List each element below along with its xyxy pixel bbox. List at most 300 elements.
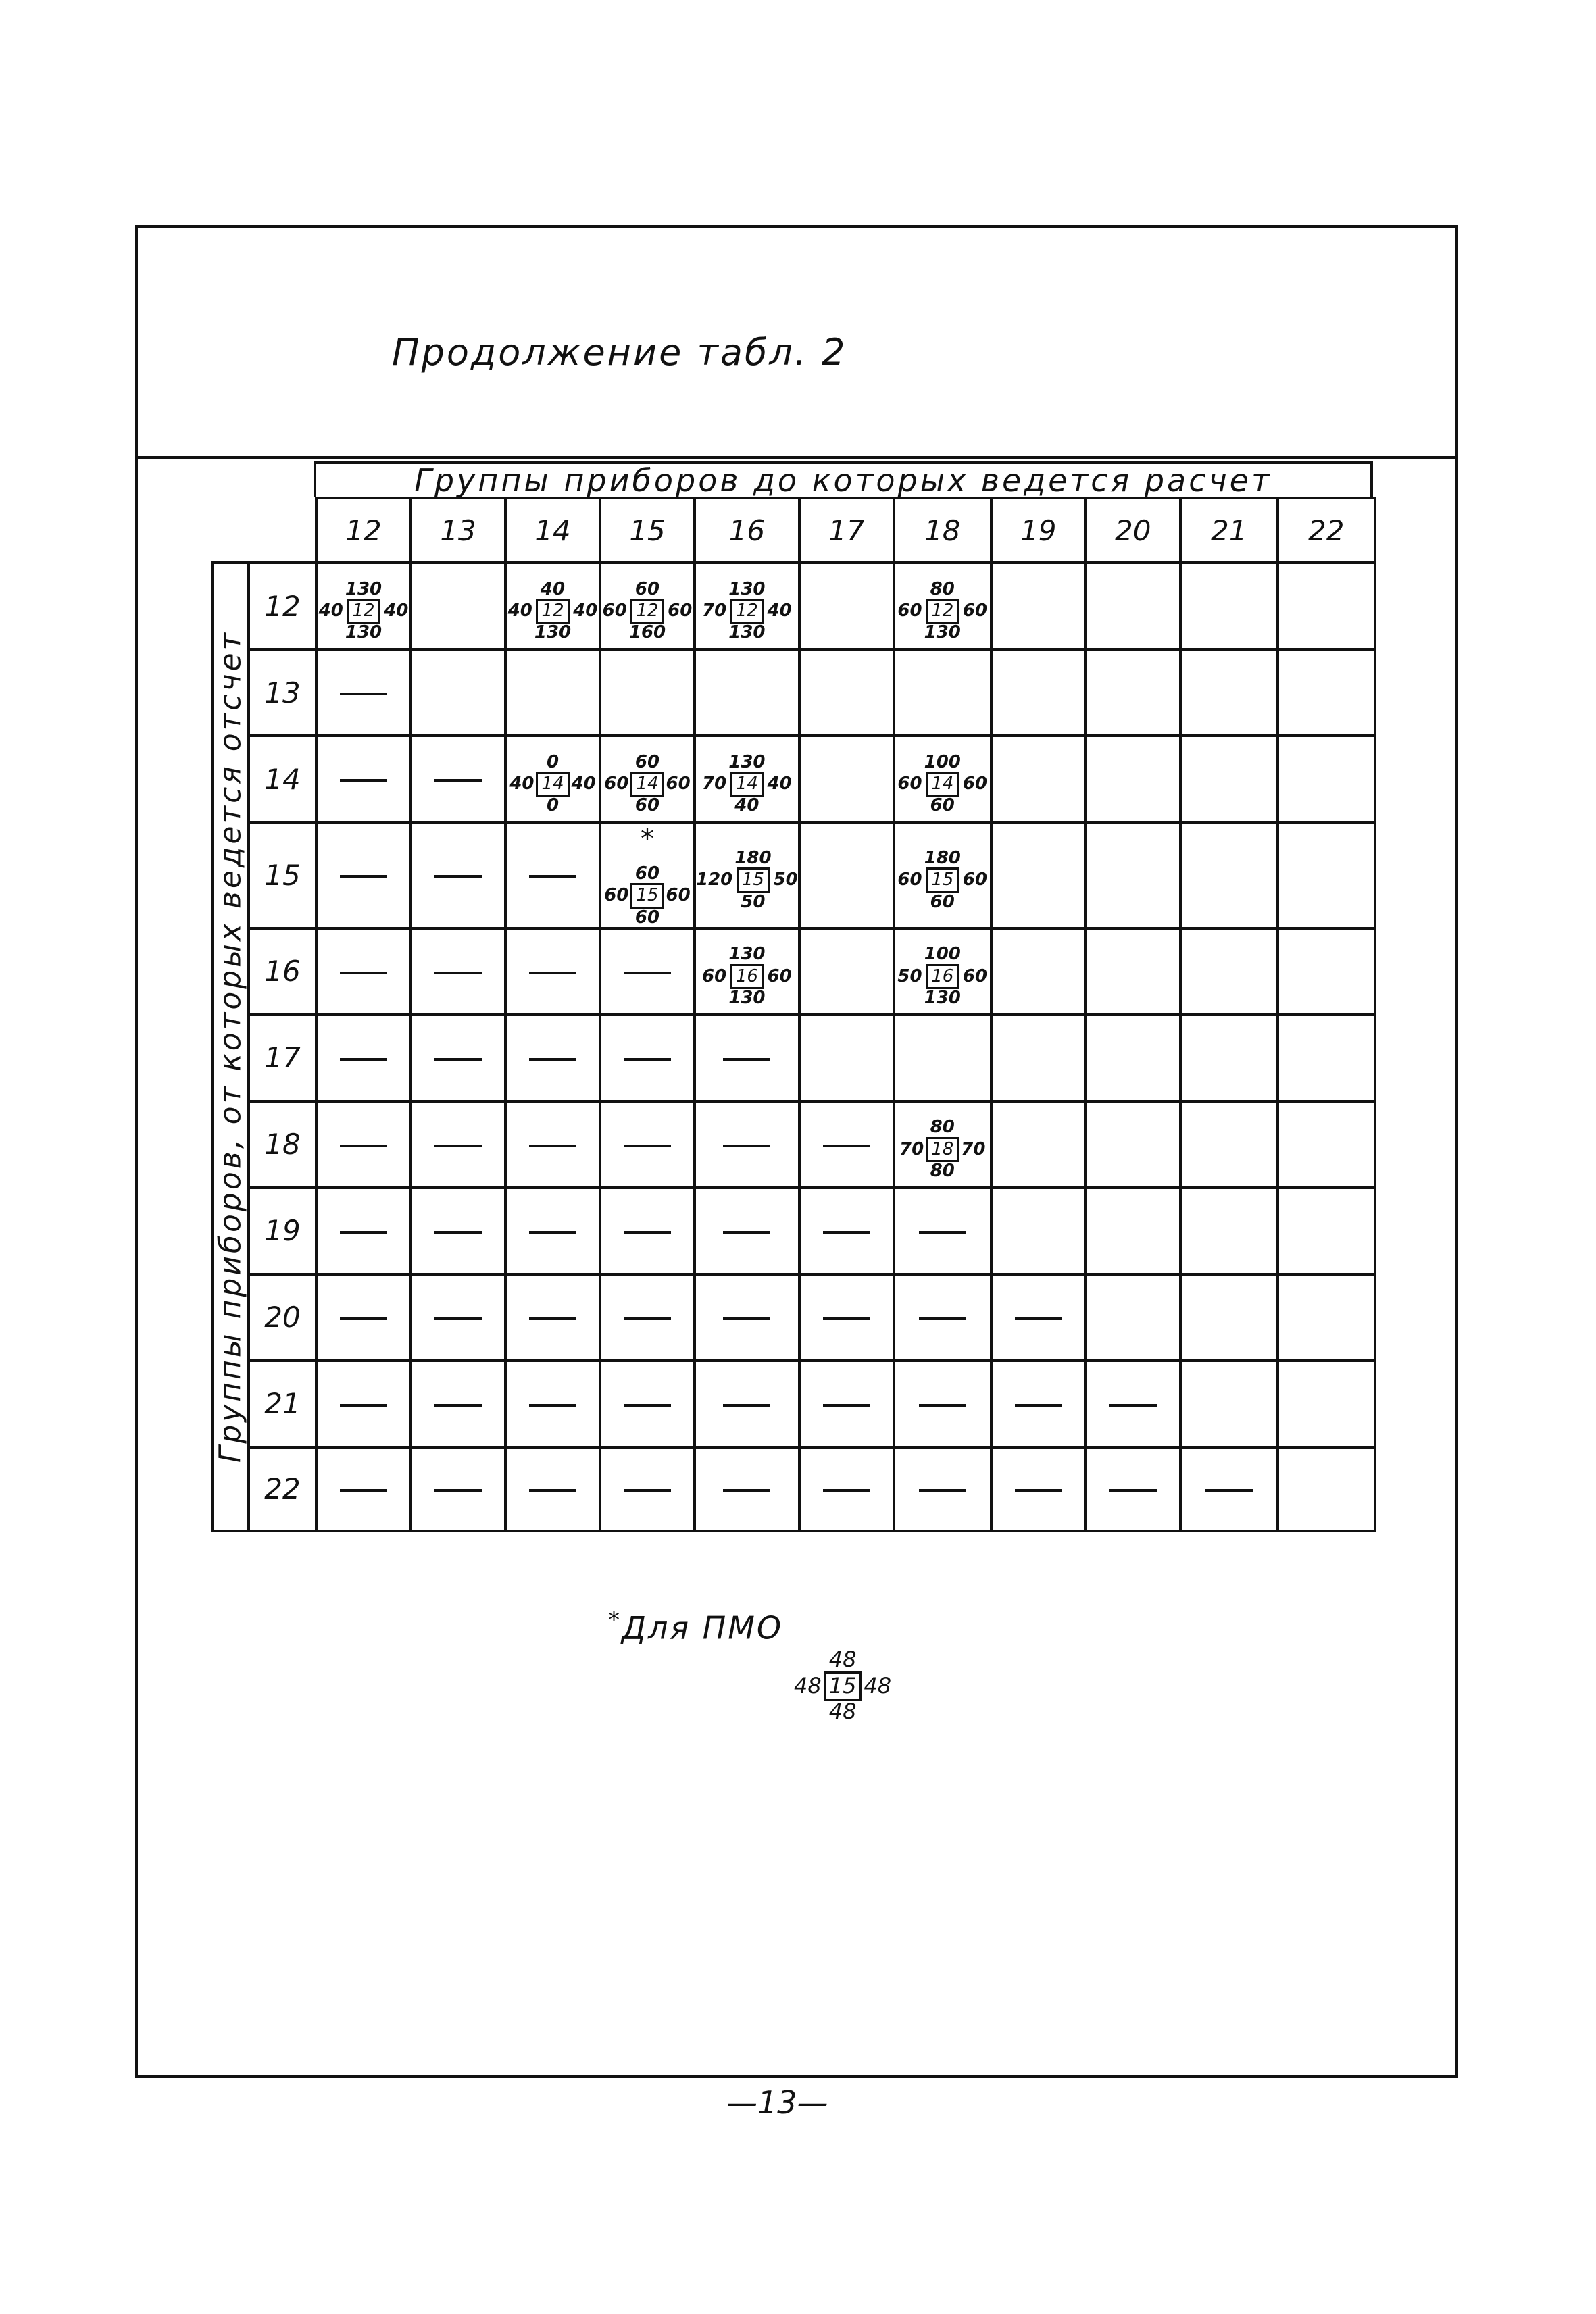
cell-value — [702, 753, 792, 815]
cell-bottom-value: 130 — [534, 622, 572, 643]
column-header: 16 — [695, 498, 799, 563]
header-divider — [135, 456, 1458, 459]
table-cell — [1180, 736, 1278, 822]
table-cell — [600, 736, 695, 822]
cell-group-number: 14 — [926, 772, 959, 797]
cell-left-value: 60 — [604, 773, 629, 794]
table-cell — [411, 822, 505, 928]
cell-group-number: 16 — [730, 964, 764, 989]
cell-value — [897, 849, 987, 911]
table-cell — [316, 563, 411, 649]
cell-right-value: 60 — [962, 773, 988, 794]
table-cell — [894, 1274, 991, 1361]
table-row — [212, 1188, 1375, 1274]
table-cell — [799, 1188, 894, 1274]
cell-value — [897, 580, 987, 643]
table-cell — [1086, 928, 1180, 1015]
dash-mark — [434, 875, 482, 878]
cell-bottom-value: 130 — [728, 988, 766, 1009]
cell-right-value: 50 — [773, 870, 798, 890]
table-cell — [799, 1361, 894, 1447]
dash-mark — [434, 1145, 482, 1147]
cell-value — [319, 580, 409, 643]
cell-bottom-value: 80 — [930, 1161, 955, 1182]
table-cell — [1278, 1361, 1375, 1447]
cell-value — [508, 580, 598, 643]
cell-left-value: 120 — [696, 870, 733, 890]
cell-value — [702, 580, 792, 643]
table-cell — [505, 1361, 600, 1447]
cell-top-value: 80 — [930, 1117, 955, 1138]
cell-group-number: 14 — [730, 772, 764, 797]
row-header: 19 — [249, 1188, 316, 1274]
page-heading: Продолжение табл. 2 — [392, 331, 847, 374]
table-cell — [505, 649, 600, 736]
table-cell — [991, 928, 1086, 1015]
dash-mark — [1015, 1489, 1062, 1492]
table-cell — [799, 1274, 894, 1361]
cell-group-number: 14 — [630, 772, 664, 797]
dash-mark — [340, 1145, 387, 1147]
table-row — [212, 736, 1375, 822]
dash-mark — [529, 1231, 576, 1234]
cell-group-number: 12 — [630, 599, 664, 624]
table-row — [212, 1101, 1375, 1188]
table-cell — [316, 1361, 411, 1447]
dash-mark — [823, 1317, 870, 1320]
table-cell — [695, 1015, 799, 1101]
table-cell — [695, 822, 799, 928]
cell-top-value: 60 — [634, 578, 660, 599]
cell-right-value: 60 — [767, 965, 792, 986]
table-cell — [991, 1015, 1086, 1101]
dash-mark — [340, 1489, 387, 1492]
dash-mark — [434, 1404, 482, 1407]
table-cell — [1180, 1361, 1278, 1447]
cell-value — [604, 865, 690, 927]
table-cell — [1180, 822, 1278, 928]
table-cell — [505, 928, 600, 1015]
table-cell — [695, 649, 799, 736]
footnote-cell — [794, 1646, 892, 1725]
table-cell — [505, 1015, 600, 1101]
table-cell — [505, 1447, 600, 1531]
column-caption: Группы приборов до которых ведется расчет — [314, 461, 1373, 497]
dash-mark — [823, 1145, 870, 1147]
dash-mark — [624, 972, 671, 974]
distance-table — [211, 497, 1376, 1532]
dash-mark — [434, 1489, 482, 1492]
cell-right-value: 40 — [571, 773, 596, 794]
dash-mark — [529, 1317, 576, 1320]
corner-blank — [212, 498, 316, 563]
table-cell — [695, 1188, 799, 1274]
dash-mark — [1015, 1317, 1062, 1320]
table-cell — [894, 822, 991, 928]
dash-mark — [340, 693, 387, 695]
table-cell — [411, 1188, 505, 1274]
table-cell — [1086, 1015, 1180, 1101]
table-cell — [316, 928, 411, 1015]
cell-bottom-value: 130 — [924, 988, 961, 1009]
dash-mark — [434, 1058, 482, 1061]
dash-mark — [1109, 1404, 1157, 1407]
table-cell — [799, 1015, 894, 1101]
table-row — [212, 928, 1375, 1015]
table-cell — [799, 563, 894, 649]
dash-mark — [823, 1231, 870, 1234]
cell-top-value: 60 — [634, 863, 660, 884]
dash-mark — [340, 1404, 387, 1407]
dash-mark — [624, 1317, 671, 1320]
dash-mark — [823, 1489, 870, 1492]
dash-mark — [723, 1317, 770, 1320]
table-cell — [411, 736, 505, 822]
dash-mark — [529, 1058, 576, 1061]
table-cell — [1086, 736, 1180, 822]
table-cell — [600, 1101, 695, 1188]
cell-left-value: 70 — [702, 773, 727, 794]
dash-mark — [624, 1489, 671, 1492]
dash-mark — [624, 1058, 671, 1061]
table-row — [212, 649, 1375, 736]
cell-bottom-value: 130 — [728, 622, 766, 643]
cell-bottom-value: 60 — [634, 907, 660, 928]
cell-bottom-value: 60 — [634, 795, 660, 816]
dash-mark — [919, 1489, 966, 1492]
page-number: —13— — [726, 2084, 828, 2121]
table-cell — [799, 928, 894, 1015]
table-cell — [1278, 649, 1375, 736]
footnote-mark: * — [608, 1607, 622, 1634]
cell-right-value: 60 — [668, 600, 693, 621]
cell-left-value: 70 — [702, 600, 727, 621]
table-cell — [695, 1101, 799, 1188]
table-cell — [1086, 1361, 1180, 1447]
dash-mark — [723, 1489, 770, 1492]
row-caption-cell — [212, 563, 249, 1531]
table-row — [212, 1447, 1375, 1531]
row-caption: Группы приборов, от которых ведется отсчет — [213, 630, 248, 1463]
cell-top-value: 180 — [734, 848, 772, 868]
table-cell — [1278, 1274, 1375, 1361]
cell-left-value: 40 — [509, 773, 534, 794]
dash-mark — [624, 1231, 671, 1234]
table-cell — [695, 736, 799, 822]
cell-top-value: 180 — [924, 848, 961, 868]
table-cell — [695, 1447, 799, 1531]
table-cell — [316, 1015, 411, 1101]
cell-left-value: 70 — [899, 1138, 924, 1159]
cell-left-value: 60 — [897, 870, 922, 890]
dash-mark — [1015, 1404, 1062, 1407]
cell-top-value: 130 — [728, 751, 766, 772]
table-cell — [600, 1361, 695, 1447]
table-cell — [1086, 822, 1180, 928]
table-cell — [1086, 563, 1180, 649]
cell-value — [897, 753, 987, 815]
table-cell — [1278, 1101, 1375, 1188]
table-cell — [600, 649, 695, 736]
cell-group-number: 12 — [730, 599, 764, 624]
table-cell — [316, 736, 411, 822]
table-cell — [1278, 563, 1375, 649]
row-header: 18 — [249, 1101, 316, 1188]
row-header: 20 — [249, 1274, 316, 1361]
cell-right-value: 60 — [666, 773, 691, 794]
column-header: 22 — [1278, 498, 1375, 563]
footnote-cell-value — [794, 1646, 892, 1725]
table-cell — [600, 1015, 695, 1101]
table-cell — [600, 1274, 695, 1361]
table-cell — [505, 563, 600, 649]
table-cell — [991, 736, 1086, 822]
cell-right-value: 40 — [767, 600, 792, 621]
dash-mark — [340, 779, 387, 782]
dash-mark — [529, 1489, 576, 1492]
table-cell — [411, 1361, 505, 1447]
table-cell — [1086, 1447, 1180, 1531]
dash-mark — [434, 779, 482, 782]
table-cell — [505, 1101, 600, 1188]
cell-right-value: 60 — [666, 885, 691, 906]
cell-top-value: 100 — [924, 751, 961, 772]
cell-top-value: 40 — [540, 578, 566, 599]
dash-mark — [624, 1145, 671, 1147]
row-header: 12 — [249, 563, 316, 649]
table-cell — [894, 649, 991, 736]
dash-mark — [919, 1231, 966, 1234]
table-cell — [1086, 649, 1180, 736]
table-cell — [600, 563, 695, 649]
cell-left-value: 60 — [604, 885, 629, 906]
cell-bottom-value: 60 — [930, 795, 955, 816]
footnote-top-value: 48 — [828, 1646, 857, 1672]
table-cell — [411, 1101, 505, 1188]
table-cell — [316, 1188, 411, 1274]
cell-left-value: 60 — [897, 600, 922, 621]
table-cell — [991, 649, 1086, 736]
table-row — [212, 822, 1375, 928]
cell-bottom-value: 160 — [628, 622, 666, 643]
column-header: 15 — [600, 498, 695, 563]
dash-mark — [340, 1058, 387, 1061]
table-cell — [1278, 1015, 1375, 1101]
table-cell — [1278, 822, 1375, 928]
table-cell — [411, 1274, 505, 1361]
dash-mark — [529, 1404, 576, 1407]
table-cell — [894, 928, 991, 1015]
cell-value — [509, 753, 595, 815]
footnote-group-number: 15 — [824, 1671, 862, 1701]
table-cell — [799, 1101, 894, 1188]
dash-mark — [434, 1317, 482, 1320]
table-cell — [505, 1188, 600, 1274]
table-cell — [894, 1015, 991, 1101]
footnote-bottom-value: 48 — [828, 1699, 857, 1725]
cell-group-number: 16 — [926, 964, 959, 989]
table-cell — [505, 1274, 600, 1361]
table-cell — [695, 928, 799, 1015]
table-cell — [1086, 1101, 1180, 1188]
table-cell — [1278, 1447, 1375, 1531]
cell-top-value: 130 — [345, 578, 382, 599]
column-header: 21 — [1180, 498, 1278, 563]
table-cell — [505, 822, 600, 928]
table-cell — [894, 736, 991, 822]
table-cell — [1086, 1188, 1180, 1274]
dash-mark — [340, 972, 387, 974]
footnote-text: Для ПМО — [622, 1609, 784, 1646]
cell-value — [696, 849, 798, 911]
table-cell — [695, 1274, 799, 1361]
footnote — [608, 1607, 783, 1646]
table-cell — [799, 736, 894, 822]
cell-bottom-value: 50 — [741, 891, 766, 912]
column-header: 17 — [799, 498, 894, 563]
cell-value — [899, 1118, 985, 1180]
column-header: 18 — [894, 498, 991, 563]
table-cell — [991, 1188, 1086, 1274]
cell-value — [604, 753, 690, 815]
table-cell — [991, 1361, 1086, 1447]
column-header: 14 — [505, 498, 600, 563]
footnote-right-value: 48 — [864, 1672, 892, 1699]
dash-mark — [340, 1317, 387, 1320]
cell-top-value: 60 — [634, 751, 660, 772]
dash-mark — [340, 875, 387, 878]
table-cell — [695, 563, 799, 649]
cell-top-value: 130 — [728, 578, 766, 599]
footnote-left-value: 48 — [794, 1672, 822, 1699]
table-cell — [411, 1015, 505, 1101]
table-cell — [1180, 1274, 1278, 1361]
table-cell — [799, 649, 894, 736]
cell-top-value: 80 — [930, 578, 955, 599]
cell-right-value: 40 — [767, 773, 792, 794]
cell-right-value: 40 — [573, 600, 598, 621]
cell-footnote-mark: * — [641, 824, 654, 855]
table-cell — [695, 1361, 799, 1447]
table-cell — [505, 736, 600, 822]
table-cell — [600, 1188, 695, 1274]
column-header: 12 — [316, 498, 411, 563]
table-cell — [1180, 1188, 1278, 1274]
cell-bottom-value: 60 — [930, 891, 955, 912]
cell-left-value: 60 — [897, 773, 922, 794]
table-cell — [991, 1101, 1086, 1188]
table-cell — [1278, 928, 1375, 1015]
cell-bottom-value: 130 — [345, 622, 382, 643]
table-row — [212, 1274, 1375, 1361]
table-cell — [1180, 649, 1278, 736]
cell-group-number: 12 — [926, 599, 959, 624]
table-cell — [316, 1447, 411, 1531]
dash-mark — [624, 1404, 671, 1407]
dash-mark — [919, 1317, 966, 1320]
cell-group-number: 18 — [926, 1137, 959, 1162]
dash-mark — [723, 1145, 770, 1147]
table-cell — [991, 822, 1086, 928]
cell-group-number: 14 — [536, 772, 569, 797]
table-cell — [411, 928, 505, 1015]
row-header: 16 — [249, 928, 316, 1015]
dash-mark — [529, 972, 576, 974]
cell-right-value: 70 — [961, 1138, 986, 1159]
cell-left-value: 60 — [602, 600, 627, 621]
cell-value — [603, 580, 693, 643]
cell-top-value: 130 — [728, 944, 766, 965]
cell-group-number: 12 — [536, 599, 569, 624]
table-row — [212, 1015, 1375, 1101]
cell-left-value: 60 — [702, 965, 727, 986]
dash-mark — [723, 1404, 770, 1407]
cell-value — [702, 945, 792, 1007]
cell-left-value: 40 — [507, 600, 532, 621]
table-cell — [894, 563, 991, 649]
table-cell — [991, 1447, 1086, 1531]
table-cell — [1278, 1188, 1375, 1274]
row-header: 21 — [249, 1361, 316, 1447]
table-cell — [411, 649, 505, 736]
table-cell — [1180, 928, 1278, 1015]
dash-mark — [340, 1231, 387, 1234]
cell-top-value: 100 — [924, 944, 961, 965]
table-cell — [894, 1361, 991, 1447]
cell-right-value: 60 — [962, 965, 988, 986]
table-cell — [799, 1447, 894, 1531]
table-cell — [991, 1274, 1086, 1361]
table-cell — [894, 1101, 991, 1188]
row-header: 13 — [249, 649, 316, 736]
cell-group-number: 15 — [630, 883, 664, 908]
table-row — [212, 1361, 1375, 1447]
table-cell — [316, 822, 411, 928]
table-cell — [1180, 1101, 1278, 1188]
cell-right-value: 60 — [962, 600, 988, 621]
dash-mark — [723, 1058, 770, 1061]
cell-left-value: 40 — [318, 600, 343, 621]
column-header: 20 — [1086, 498, 1180, 563]
cell-bottom-value: 130 — [924, 622, 961, 643]
cell-left-value: 50 — [897, 965, 922, 986]
table-cell — [600, 928, 695, 1015]
table-row — [212, 563, 1375, 649]
table-cell — [600, 1447, 695, 1531]
table-cell — [1278, 736, 1375, 822]
dash-mark — [434, 1231, 482, 1234]
column-header: 19 — [991, 498, 1086, 563]
table-cell — [600, 822, 695, 928]
cell-bottom-value: 40 — [734, 795, 759, 816]
table-cell — [1086, 1274, 1180, 1361]
column-header: 13 — [411, 498, 505, 563]
dash-mark — [529, 875, 576, 878]
table-cell — [991, 563, 1086, 649]
cell-group-number: 15 — [737, 867, 770, 892]
table-cell — [1180, 1015, 1278, 1101]
dash-mark — [1205, 1489, 1253, 1492]
cell-group-number: 12 — [347, 599, 380, 624]
table-cell — [799, 822, 894, 928]
cell-top-value: 0 — [546, 751, 559, 772]
table-cell — [894, 1188, 991, 1274]
cell-right-value: 60 — [962, 870, 988, 890]
dash-mark — [1109, 1489, 1157, 1492]
dash-mark — [919, 1404, 966, 1407]
table-cell — [411, 1447, 505, 1531]
dash-mark — [823, 1404, 870, 1407]
